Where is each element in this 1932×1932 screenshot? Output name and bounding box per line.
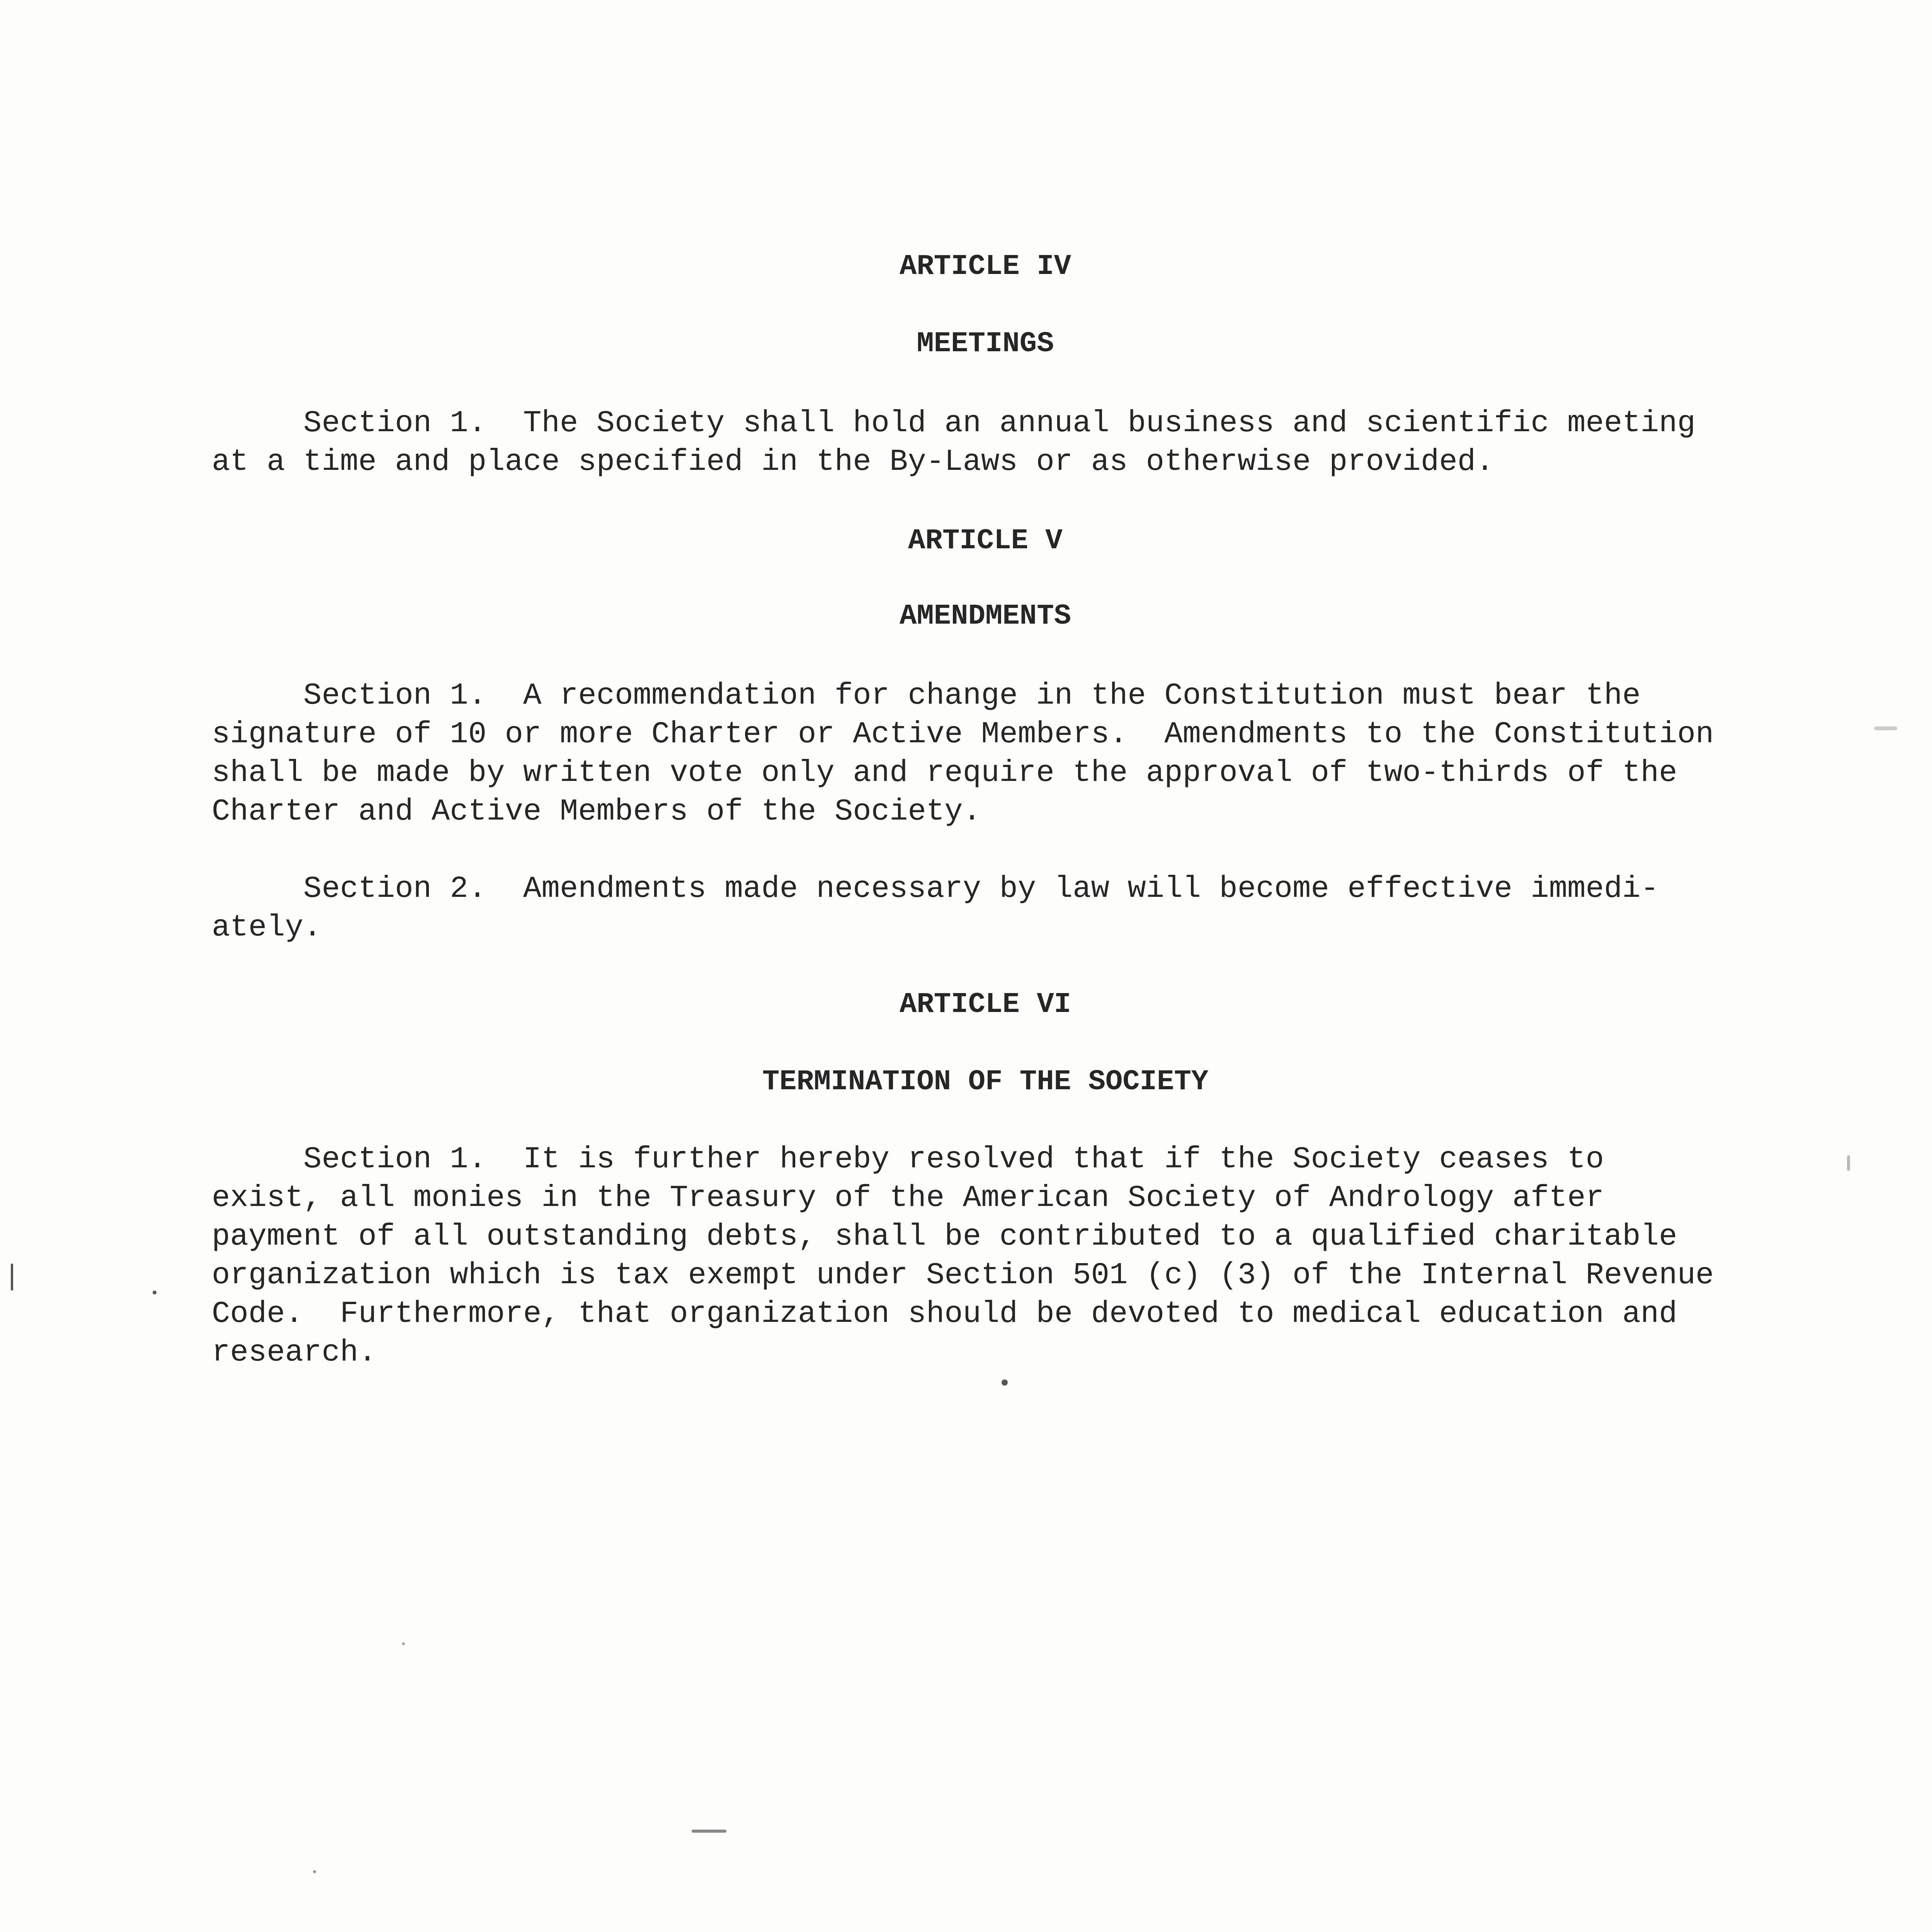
article-6-section-1 — [212, 1140, 1804, 1372]
text-line: shall be made by written vote only and require the approval of two-thirds of the — [212, 755, 1677, 790]
text-line: Section 2. Amendments made necessary by law will become effective immedi- — [212, 871, 1659, 906]
text-line: payment of all outstanding debts, shall be contributed to a qualified charitable — [212, 1219, 1677, 1254]
text-line: Code. Furthermore, that organization should be devoted to medical education and — [212, 1296, 1677, 1331]
article-4-section-1 — [212, 404, 1804, 481]
article-5-section-1 — [212, 676, 1804, 831]
text-line: organization which is tax exempt under Section 501 (c) (3) of the Internal Revenue — [212, 1258, 1714, 1293]
scan-speck — [1874, 726, 1897, 730]
article-4-title: ARTICLE IV — [899, 250, 1071, 283]
article-6-title: ARTICLE VI — [899, 988, 1071, 1021]
scan-speck — [313, 1870, 316, 1873]
scan-speck — [402, 1642, 405, 1645]
article-5-title: ARTICLE V — [908, 525, 1063, 557]
text-line: Section 1. A recommendation for change in the Constitution must bear the — [212, 678, 1641, 713]
article-5-section-2 — [212, 869, 1804, 947]
scan-speck — [1002, 1379, 1008, 1386]
text-line: Section 1. It is further hereby resolved that if the Society ceases to — [212, 1142, 1604, 1177]
article-5-subtitle: AMENDMENTS — [899, 600, 1071, 633]
text-line: at a time and place specified in the By-Laws or as otherwise provided. — [212, 444, 1494, 479]
text-line: exist, all monies in the Treasury of the American Society of Andrology after — [212, 1180, 1604, 1215]
scan-speck — [1847, 1155, 1850, 1171]
article-6-subtitle: TERMINATION OF THE SOCIETY — [762, 1066, 1209, 1098]
text-line: ately. — [212, 910, 322, 945]
scan-speck — [692, 1830, 726, 1833]
text-line: research. — [212, 1335, 377, 1370]
text-line: Charter and Active Members of the Society. — [212, 794, 981, 829]
article-4-subtitle: MEETINGS — [917, 328, 1054, 360]
scan-speck — [153, 1291, 156, 1294]
text-line: Section 1. The Society shall hold an annual business and scientific meeting — [212, 406, 1696, 440]
scan-speck — [11, 1264, 13, 1291]
text-line: signature of 10 or more Charter or Active Members. Amendments to the Constitution — [212, 717, 1714, 752]
